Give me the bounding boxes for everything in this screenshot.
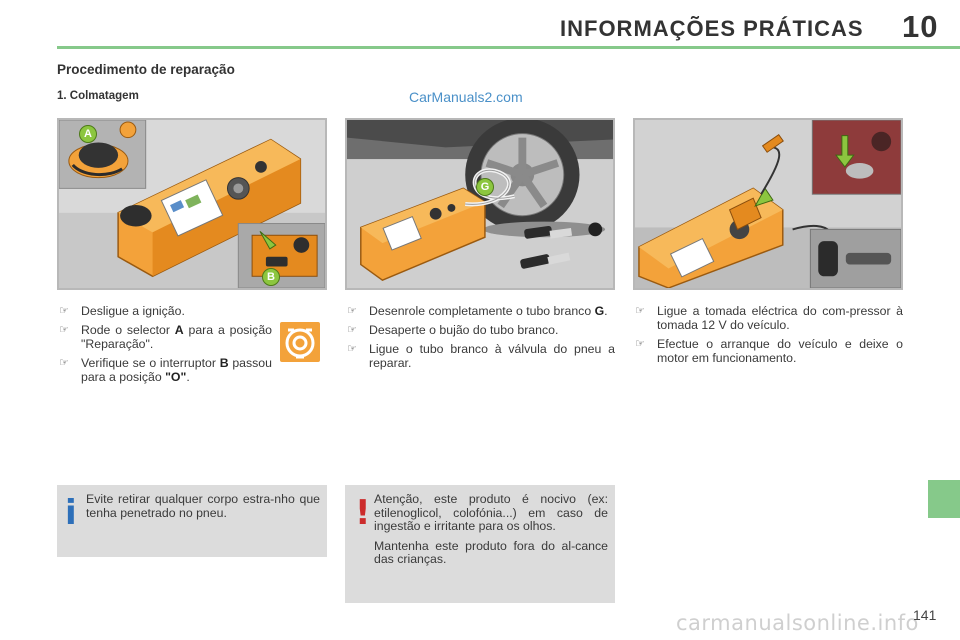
callout-a: A [79, 125, 97, 143]
watermark-top: CarManuals2.com [409, 89, 523, 105]
pointing-hand-bullet-icon: ☞ [347, 343, 357, 355]
pointing-hand-bullet-icon: ☞ [635, 338, 645, 350]
step-item: ☞ Desaperte o bujão do tubo branco. [347, 323, 559, 337]
repair-selector-icon [280, 322, 320, 362]
page-number: 141 [913, 607, 937, 623]
chapter-title: INFORMAÇÕES PRÁTICAS [560, 16, 864, 41]
ref-label: A [174, 323, 184, 337]
warning-icon: ! [355, 493, 371, 533]
info-note [57, 485, 327, 557]
warning-note [345, 485, 615, 603]
steps-column-3 [633, 304, 903, 370]
info-icon: i [65, 493, 77, 533]
pointing-hand-bullet-icon: ☞ [347, 305, 357, 317]
pointing-hand-bullet-icon: ☞ [59, 357, 69, 369]
pointing-hand-bullet-icon: ☞ [635, 305, 645, 317]
chapter-number: 10 [902, 9, 939, 44]
callout-g: G [476, 178, 494, 196]
sub-title: 1. Colmatagem [57, 90, 139, 102]
ref-label: "O" [165, 370, 187, 384]
step-item: ☞ Ligue a tomada eléctrica do com-pressor à tomada 12 V do veículo. [635, 304, 903, 332]
step-item: ☞ Desenrole completamente o tubo branco G. [347, 304, 608, 318]
pointing-hand-bullet-icon: ☞ [347, 324, 357, 336]
callout-b: B [262, 268, 280, 286]
step-item: ☞ Efectue o arranque do veículo e deixe o motor em funcionamento. [635, 337, 903, 365]
steps-column-1 [57, 304, 272, 389]
pointing-hand-bullet-icon: ☞ [59, 324, 69, 336]
step-item: ☞ Rode o selector A para a posição "Reparação". [59, 323, 272, 351]
watermark-bottom: carmanualsonline.info [676, 611, 919, 635]
illustration-hose [345, 118, 615, 290]
header-divider [57, 46, 960, 49]
ref-label: G [594, 304, 605, 318]
ref-label: B [219, 356, 229, 370]
info-note-text: Evite retirar qualquer corpo estra-nho que tenha penetrado no pneu. [86, 492, 320, 520]
section-title: Procedimento de reparação [57, 62, 235, 77]
illustration-selector [57, 118, 327, 290]
illustration-power-socket [633, 118, 903, 290]
steps-column-2 [345, 304, 615, 375]
step-item: ☞ Ligue o tubo branco à válvula do pneu a reparar. [347, 342, 615, 370]
pointing-hand-bullet-icon: ☞ [59, 305, 69, 317]
warning-note-text: Atenção, este produto é nocivo (ex: etilenoglicol, colofónia...) em caso de ingestão e irritante para os olhos. Mantenha este produto fora do al-cance das crianças. [374, 492, 608, 566]
chapter-side-tab [928, 480, 960, 518]
step-item: ☞ Desligue a ignição. [59, 304, 185, 318]
step-item: ☞ Verifique se o interruptor B passou para a posição "O". [59, 356, 272, 384]
